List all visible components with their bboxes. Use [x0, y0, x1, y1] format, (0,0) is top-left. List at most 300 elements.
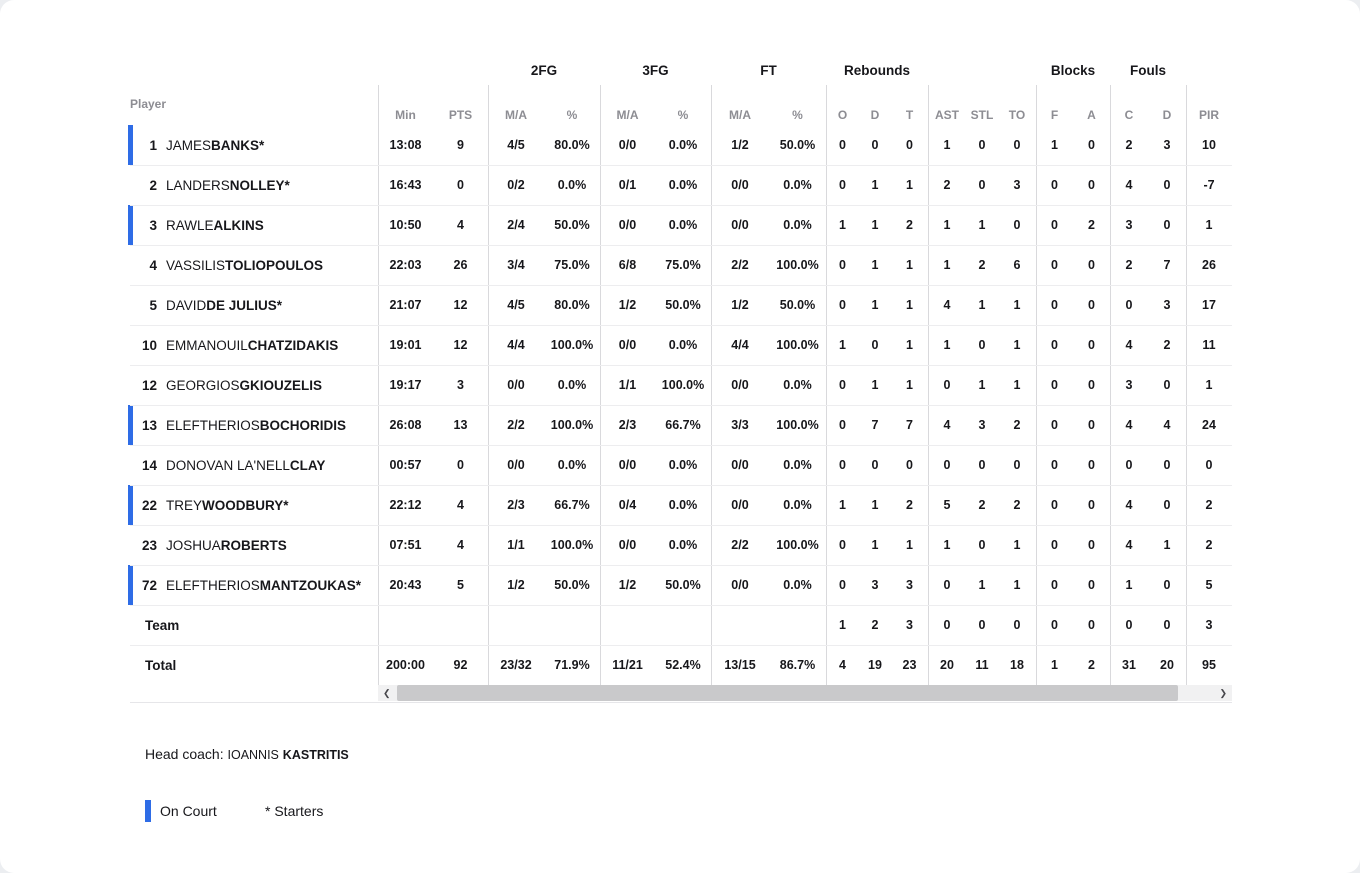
player-cell [130, 365, 378, 405]
column-divider [600, 85, 601, 685]
stat-cell: 2/3 [618, 418, 637, 432]
jersey-number: 5 [149, 297, 157, 313]
stat-cell: 3 [1125, 378, 1133, 392]
stat-cell: 1 [871, 258, 879, 272]
player-cell [130, 405, 378, 445]
group-header-ft: FT [760, 62, 777, 78]
stat-cell: 0.0% [783, 218, 812, 232]
row-divider [130, 405, 1232, 406]
jersey-number: 2 [149, 177, 157, 193]
stat-cell: 0 [1051, 378, 1058, 392]
stat-cell: 1 [978, 378, 986, 392]
stat-cell [655, 605, 711, 645]
stat-cell: 26 [453, 258, 468, 272]
player-last-name: ALKINS [213, 217, 264, 233]
stat-cell: 1 [871, 498, 879, 512]
stat-cell: 1 [1013, 578, 1021, 592]
stat-cell: 0 [1088, 138, 1095, 152]
stat-cell: 6 [1013, 258, 1021, 272]
column-divider [711, 85, 712, 685]
stat-cell: 3 [978, 418, 986, 432]
jersey-number: 12 [141, 377, 157, 393]
stat-cell: 1 [943, 538, 951, 552]
stat-cell: 5 [457, 578, 464, 592]
col-header-reb-d: D [870, 108, 880, 122]
stat-cell: 4 [1125, 178, 1133, 192]
stat-cell: 2/3 [507, 498, 525, 512]
stat-cell: 0 [1163, 458, 1171, 472]
col-header-ft-pct: % [792, 108, 803, 122]
stat-cell: 0 [1088, 378, 1095, 392]
stat-cell: 100.0% [661, 378, 705, 392]
stat-cell: 0 [839, 378, 846, 392]
row-divider [130, 245, 1232, 246]
stat-cell: 0/0 [731, 498, 749, 512]
stat-cell: 7 [1163, 258, 1171, 272]
stat-cell: 0 [943, 378, 951, 392]
stat-cell: 0 [1051, 458, 1058, 472]
stat-cell: 2/2 [731, 538, 749, 552]
player-cell [130, 445, 378, 485]
stat-cell: 95 [1202, 658, 1216, 672]
stat-cell: 0 [978, 178, 986, 192]
stat-cell: 0/0 [618, 538, 637, 552]
player-cell [130, 485, 378, 525]
stat-cell: 2 [1088, 218, 1095, 232]
stat-cell: 6/8 [618, 258, 637, 272]
row-divider [130, 285, 1232, 286]
stat-cell: 3 [1163, 138, 1171, 152]
stat-cell: 1 [906, 178, 913, 192]
stat-cell: 0 [1088, 618, 1095, 632]
player-cell [130, 205, 378, 245]
stat-cell: 50.0% [554, 218, 590, 232]
stat-cell: 3 [1125, 218, 1133, 232]
stat-cell: 0 [1163, 578, 1171, 592]
stat-cell: 5 [1205, 578, 1213, 592]
player-cell [130, 245, 378, 285]
stat-cell: 1 [1163, 538, 1171, 552]
stat-cell: 3 [1163, 298, 1171, 312]
stat-cell: 100.0% [776, 538, 819, 552]
stat-cell: 86.7% [779, 658, 816, 672]
player-last-name: CLAY [289, 457, 326, 473]
stat-cell: 20 [940, 658, 954, 672]
stat-cell: 9 [457, 138, 464, 152]
scrollbar-thumb[interactable] [397, 685, 1178, 701]
player-first-name: LANDERS [166, 177, 230, 193]
stat-cell: 1 [839, 618, 846, 632]
stat-cell: 0 [943, 458, 951, 472]
player-last-name: ROBERTS [220, 537, 287, 553]
stat-cell: 0.0% [783, 178, 812, 192]
stat-cell: 3 [457, 378, 464, 392]
stat-cell: 3 [906, 578, 913, 592]
stat-cell: 0/0 [618, 338, 637, 352]
stat-cell: 26:08 [389, 418, 422, 432]
jersey-number: 14 [141, 457, 157, 473]
stat-cell [544, 605, 600, 645]
player-cell [130, 285, 378, 325]
stat-cell: 0 [457, 178, 464, 192]
stat-cell [711, 605, 769, 645]
stat-cell: 4/5 [507, 298, 525, 312]
stat-cell: 19:17 [389, 378, 422, 392]
stat-cell: 50.0% [665, 298, 701, 312]
stat-cell: 0 [1163, 218, 1171, 232]
stat-cell: 3/4 [507, 258, 525, 272]
stat-cell: 0 [839, 538, 846, 552]
stat-cell: 0 [1088, 578, 1095, 592]
col-header-stl: STL [970, 108, 994, 122]
stat-cell: 0.0% [557, 178, 587, 192]
stat-cell: 1 [978, 578, 986, 592]
column-divider [488, 85, 489, 685]
stat-cell: 0.0% [783, 498, 812, 512]
stat-cell: 0 [1163, 498, 1171, 512]
stat-cell: 0 [1013, 138, 1021, 152]
stat-cell: 0 [906, 458, 913, 472]
player-first-name: TREY [166, 497, 203, 513]
stat-cell: 0 [1013, 218, 1021, 232]
stat-cell: 0 [839, 578, 846, 592]
player-last-name: CHATZIDAKIS [247, 337, 339, 353]
stat-cell: 92 [453, 658, 468, 672]
column-divider [826, 85, 827, 685]
stat-cell: 0 [906, 138, 913, 152]
stat-cell: 2 [906, 218, 913, 232]
stat-cell: 2 [906, 498, 913, 512]
stat-cell: 50.0% [554, 578, 590, 592]
stat-cell: 2 [1013, 498, 1021, 512]
player-first-name: ELEFTHERIOS [166, 417, 260, 433]
stat-cell: 1/2 [618, 578, 637, 592]
stat-cell: 0 [839, 458, 846, 472]
stat-cell: 0 [1051, 578, 1058, 592]
jersey-number: 13 [141, 417, 157, 433]
row-divider [130, 365, 1232, 366]
stat-cell: 0 [1051, 618, 1058, 632]
on-court-legend-bar [145, 800, 151, 822]
player-first-name: JAMES [166, 137, 212, 153]
stat-cell: 0 [1088, 418, 1095, 432]
stat-cell: 2 [871, 618, 879, 632]
stat-cell: 0 [1125, 458, 1133, 472]
stat-cell: 2/2 [507, 418, 525, 432]
player-first-name: VASSILIS [166, 257, 226, 273]
stat-cell: 0/0 [731, 378, 749, 392]
stat-cell: 22:12 [389, 498, 422, 512]
stat-cell: 66.7% [665, 418, 701, 432]
stat-cell: 0.0% [668, 498, 698, 512]
on-court-indicator [128, 125, 133, 165]
stat-cell: 19:01 [389, 338, 422, 352]
stat-cell: 10 [1202, 138, 1216, 152]
stat-cell: 1 [943, 218, 951, 232]
col-header-to: TO [1008, 108, 1026, 122]
stat-cell: 07:51 [389, 538, 422, 552]
head-coach-first-name: IOANNIS [227, 748, 279, 762]
stat-cell: 75.0% [554, 258, 590, 272]
stat-cell: 1 [1125, 578, 1133, 592]
jersey-number: 72 [141, 577, 157, 593]
scroll-right-icon[interactable]: ❯ [1219, 688, 1227, 698]
stat-cell: 0 [1013, 618, 1021, 632]
stat-cell: -7 [1203, 178, 1215, 192]
stat-cell: 1 [906, 338, 913, 352]
jersey-number: 10 [141, 337, 157, 353]
stat-cell: 2/4 [507, 218, 525, 232]
stat-cell: 0 [1163, 378, 1171, 392]
player-first-name: JOSHUA [166, 537, 221, 553]
stat-cell: 4/5 [507, 138, 525, 152]
stat-cell: 0/2 [507, 178, 525, 192]
stat-cell: 100.0% [776, 338, 819, 352]
row-label: Total [145, 657, 177, 673]
stat-cell: 4 [943, 418, 951, 432]
stat-cell: 0 [1051, 538, 1058, 552]
stat-cell: 4 [839, 658, 846, 672]
col-header-blocks-f: F [1050, 108, 1059, 122]
stat-cell: 13/15 [724, 658, 756, 672]
stat-cell: 1/1 [618, 378, 637, 392]
stat-cell: 0/1 [618, 178, 637, 192]
stat-cell: 0/0 [618, 138, 637, 152]
stat-cell: 3 [1205, 618, 1213, 632]
stat-cell: 11 [1202, 338, 1216, 352]
player-last-name: WOODBURY* [202, 497, 289, 513]
stat-cell: 0 [871, 338, 879, 352]
starters-legend-label: * Starters [265, 803, 324, 819]
stat-cell: 0 [1051, 418, 1058, 432]
stat-cell: 80.0% [554, 298, 590, 312]
player-last-name: NOLLEY* [229, 177, 290, 193]
stat-cell: 31 [1122, 658, 1136, 672]
on-court-indicator [128, 405, 133, 445]
player-cell [130, 525, 378, 565]
stat-cell: 100.0% [550, 338, 594, 352]
head-coach-line [145, 746, 349, 762]
col-header-2fg-pct: % [566, 108, 578, 122]
stat-cell: 0 [839, 178, 846, 192]
player-first-name: RAWLE [166, 217, 214, 233]
stat-cell: 00:57 [389, 458, 422, 472]
row-label: Team [145, 617, 180, 633]
summary-row-label-cell [130, 605, 378, 645]
row-divider [130, 565, 1232, 566]
stat-cell: 2 [1125, 258, 1133, 272]
col-header-fouls-c: C [1124, 108, 1134, 122]
stat-cell: 0.0% [668, 178, 698, 192]
stat-cell: 0 [1088, 298, 1095, 312]
stat-cell: 0 [978, 458, 986, 472]
stat-cell: 1 [1205, 378, 1213, 392]
stat-cell: 0 [871, 138, 879, 152]
stat-cell: 21:07 [389, 298, 422, 312]
stat-cell: 100.0% [776, 418, 819, 432]
stat-cell: 26 [1202, 258, 1216, 272]
jersey-number: 3 [149, 217, 157, 233]
stat-cell: 0 [839, 258, 846, 272]
stat-cell: 1 [1013, 538, 1021, 552]
col-header-ft-ma: M/A [729, 108, 751, 122]
stat-cell [488, 605, 544, 645]
stat-cell: 0.0% [668, 218, 698, 232]
player-last-name: BANKS* [211, 137, 265, 153]
stat-cell: 20 [1160, 658, 1174, 672]
stat-cell: 0/0 [731, 178, 749, 192]
stat-cell: 2 [1163, 338, 1171, 352]
stat-cell: 0 [1013, 458, 1021, 472]
row-divider [130, 605, 1232, 606]
stat-cell: 23 [902, 658, 917, 672]
col-header-3fg-ma: M/A [616, 108, 639, 122]
on-court-indicator [128, 485, 133, 525]
stat-cell: 50.0% [779, 298, 816, 312]
stat-cell: 2 [1205, 538, 1213, 552]
stat-cell: 11/21 [612, 658, 643, 672]
on-court-indicator [128, 205, 133, 245]
stat-cell: 1/1 [507, 538, 525, 552]
stat-cell: 0 [1088, 538, 1095, 552]
col-header-pir: PIR [1198, 108, 1219, 122]
stat-cell: 0 [1051, 498, 1058, 512]
stat-cell: 1 [906, 538, 913, 552]
stat-cell [433, 605, 488, 645]
stat-cell: 13 [453, 418, 468, 432]
stat-cell: 4 [1125, 498, 1133, 512]
stat-cell: 0.0% [668, 338, 698, 352]
stat-cell: 0 [1205, 458, 1213, 472]
stat-cell: 0/0 [618, 218, 637, 232]
head-coach-last-name: KASTRITIS [282, 748, 349, 762]
group-header-rebounds: Rebounds [844, 62, 910, 78]
stat-cell: 4 [457, 498, 464, 512]
row-divider [130, 485, 1232, 486]
stat-cell: 0.0% [557, 458, 587, 472]
player-last-name: BOCHORIDIS [259, 417, 347, 433]
stat-cell: 16:43 [389, 178, 422, 192]
column-divider [928, 85, 929, 685]
stat-cell: 12 [453, 338, 468, 352]
stat-cell: 0 [1088, 498, 1095, 512]
stat-cell: 2 [978, 258, 986, 272]
stat-cell: 0.0% [783, 578, 812, 592]
stat-cell: 1 [1013, 378, 1021, 392]
column-divider [1110, 85, 1111, 685]
stat-cell: 20:43 [389, 578, 422, 592]
column-divider [1036, 85, 1037, 685]
stat-cell: 200:00 [386, 658, 425, 672]
stat-cell: 4/4 [507, 338, 525, 352]
col-header-blocks-a: A [1087, 108, 1096, 122]
stat-cell: 0 [871, 458, 879, 472]
col-header-ast: AST [935, 108, 959, 122]
stat-cell: 2 [1088, 658, 1095, 672]
stat-cell: 80.0% [554, 138, 590, 152]
stat-cell: 0/0 [507, 378, 525, 392]
stat-cell: 4 [1125, 418, 1133, 432]
stat-cell: 50.0% [779, 138, 816, 152]
stats-table [130, 55, 1232, 715]
stat-cell: 0 [978, 618, 986, 632]
col-header-reb-o: O [837, 108, 848, 122]
player-column-header: Player [130, 97, 167, 111]
stat-cell: 1 [1051, 658, 1058, 672]
stat-cell: 100.0% [776, 258, 819, 272]
stat-cell: 1 [1013, 298, 1021, 312]
stat-cell: 17 [1202, 298, 1216, 312]
stat-cell: 0 [1163, 618, 1171, 632]
stat-cell: 100.0% [550, 538, 594, 552]
group-header-2fg: 2FG [530, 62, 558, 78]
stat-cell: 0 [1088, 178, 1095, 192]
stat-cell: 1 [906, 298, 913, 312]
player-cell [130, 125, 378, 165]
stat-cell: 1 [1013, 338, 1021, 352]
row-divider [130, 645, 1232, 646]
player-first-name: GEORGIOS [166, 377, 240, 393]
group-header-fouls: Fouls [1130, 62, 1166, 78]
jersey-number: 22 [141, 497, 157, 513]
stat-cell: 0 [978, 338, 986, 352]
stat-cell: 0 [1051, 258, 1058, 272]
stat-cell: 0 [839, 138, 846, 152]
stat-cell: 1 [943, 258, 951, 272]
row-divider [130, 445, 1232, 446]
stat-cell: 0.0% [783, 378, 812, 392]
player-cell [130, 565, 378, 605]
stat-cell: 24 [1202, 418, 1216, 432]
stat-cell: 0 [1051, 298, 1058, 312]
stat-cell: 0/4 [618, 498, 637, 512]
stat-cell: 1 [871, 538, 879, 552]
stat-cell: 2 [1013, 418, 1021, 432]
stat-cell: 0 [943, 578, 951, 592]
horizontal-scrollbar[interactable] [378, 685, 1232, 701]
stat-cell: 1/2 [618, 298, 637, 312]
stat-cell: 0 [1051, 338, 1058, 352]
on-court-legend-label: On Court [160, 803, 217, 819]
col-header-fouls-d: D [1162, 108, 1172, 122]
player-last-name: GKIOUZELIS [239, 377, 323, 393]
player-first-name: DONOVAN LA'NELL [166, 457, 290, 473]
stat-cell: 4 [457, 538, 464, 552]
stat-cell: 2 [978, 498, 986, 512]
stat-cell: 1 [1051, 138, 1058, 152]
column-divider [378, 85, 379, 685]
stat-cell: 18 [1010, 658, 1024, 672]
stat-cell: 0 [1051, 178, 1058, 192]
jersey-number: 4 [149, 257, 157, 273]
scroll-left-icon[interactable]: ❮ [383, 688, 391, 698]
stat-cell: 0.0% [668, 538, 698, 552]
player-last-name: DE JULIUS* [206, 297, 283, 313]
group-header-blocks: Blocks [1050, 62, 1096, 78]
stat-cell: 0 [1088, 458, 1095, 472]
stat-cell: 4 [1125, 338, 1133, 352]
head-coach-label: Head coach: [145, 746, 224, 762]
stat-cell: 0/0 [618, 458, 637, 472]
stat-cell: 52.4% [665, 658, 701, 672]
stat-cell [378, 605, 433, 645]
stat-cell: 1 [871, 178, 879, 192]
stat-cell: 1 [1205, 218, 1213, 232]
stat-cell: 0.0% [557, 378, 587, 392]
stat-cell: 0 [978, 138, 986, 152]
player-first-name: DAVID [166, 297, 207, 313]
row-divider [130, 205, 1232, 206]
